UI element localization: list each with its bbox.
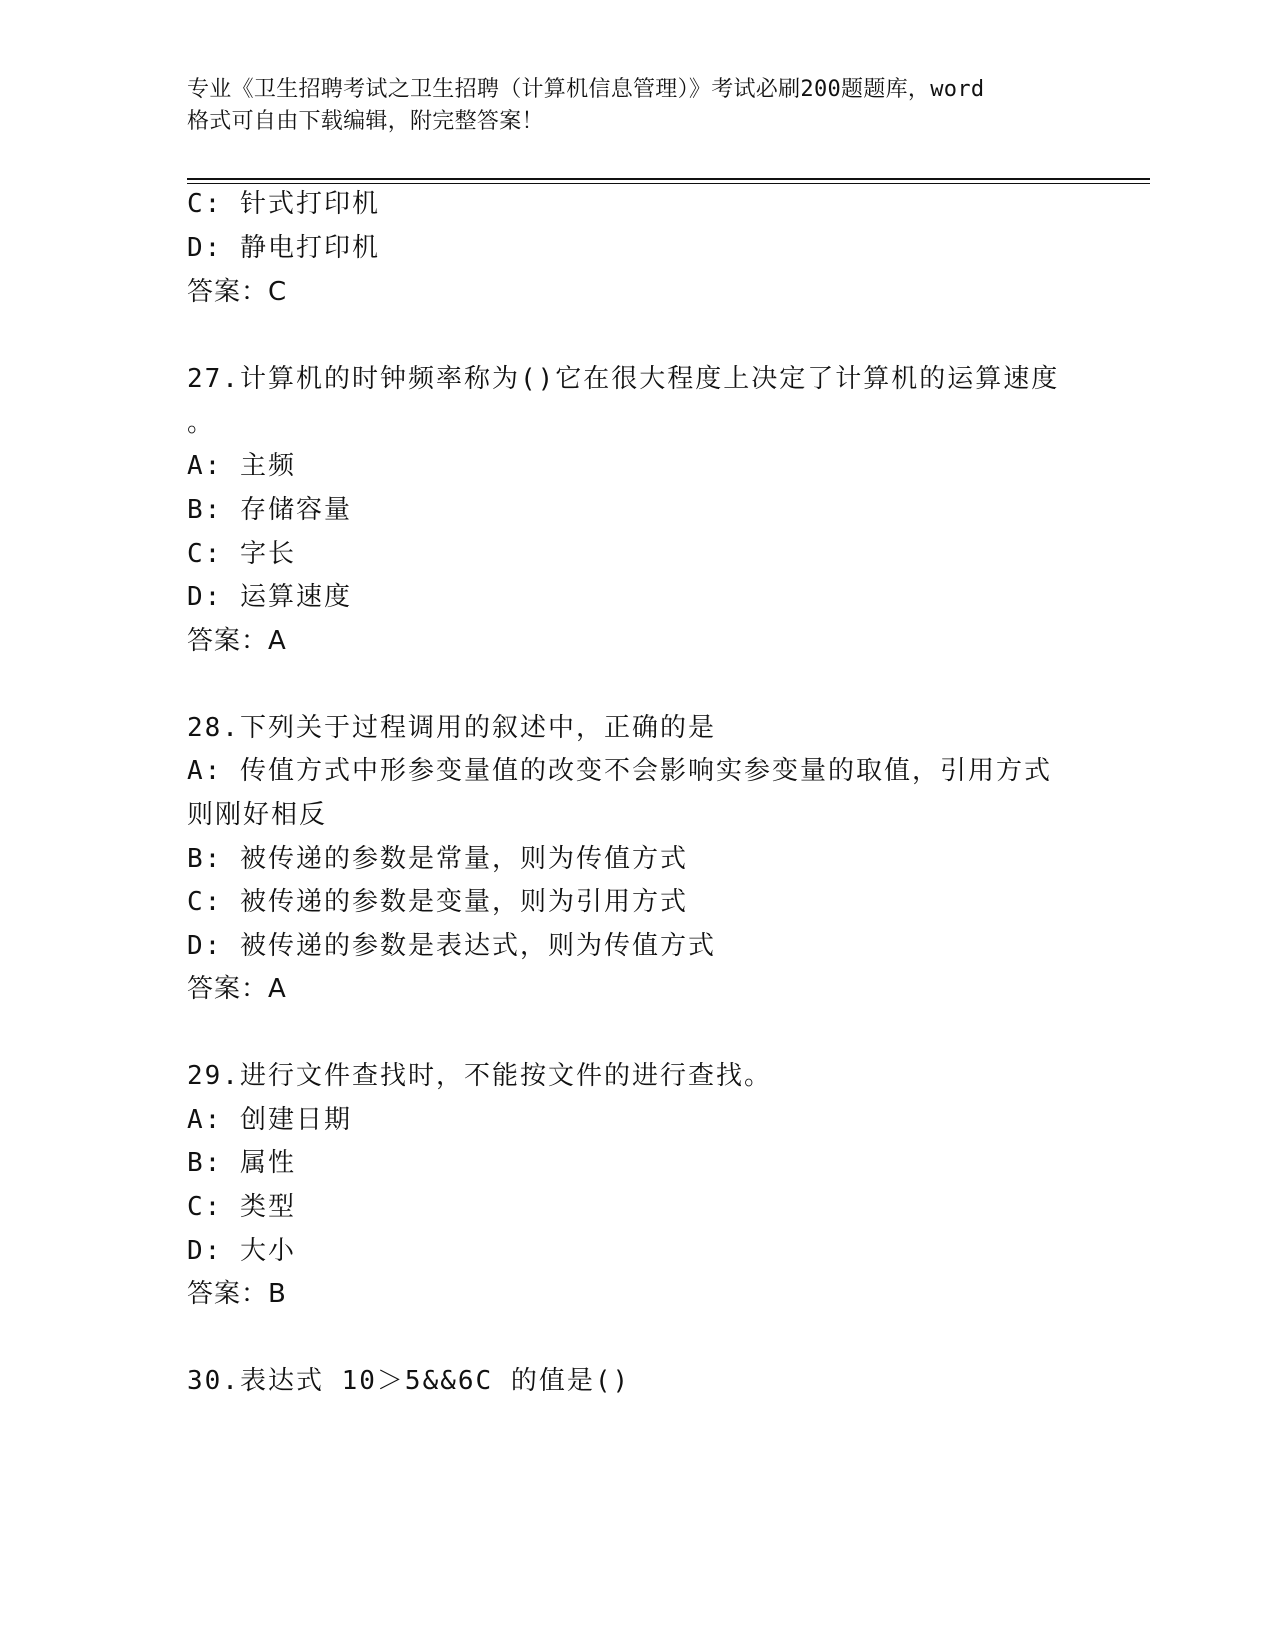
q28-option-b: B: 被传递的参数是常量，则为传值方式 [187, 844, 688, 874]
document-header [187, 74, 1097, 138]
q27-option-a: A: 主频 [187, 451, 296, 481]
header-divider-thick [187, 178, 1150, 180]
q26-option-d: D: 静电打印机 [187, 233, 380, 263]
q28-option-a-line-1: A: 传值方式中形参变量值的改变不会影响实参变量的取值，引用方式 [187, 756, 1052, 786]
header-line-1: 专业《卫生招聘考试之卫生招聘（计算机信息管理）》考试必刷200题题库，word [187, 77, 985, 102]
q29-option-a: A: 创建日期 [187, 1105, 352, 1135]
q29-option-c: C: 类型 [187, 1192, 296, 1222]
q27-option-c: C: 字长 [187, 539, 296, 569]
q29-answer: 答案：B [187, 1279, 287, 1309]
q29-option-b: B: 属性 [187, 1148, 296, 1178]
header-divider-thin [187, 183, 1150, 184]
q26-option-c: C: 针式打印机 [187, 189, 380, 219]
q27-stem-line-1: 27.计算机的时钟频率称为()它在很大程度上决定了计算机的运算速度 [187, 364, 1060, 394]
q29-stem: 29.进行文件查找时，不能按文件的进行查找。 [187, 1061, 772, 1091]
q28-option-c: C: 被传递的参数是变量，则为引用方式 [187, 887, 688, 917]
q28-answer: 答案：A [187, 974, 287, 1004]
q26-answer: 答案：C [187, 277, 288, 307]
q27-option-d: D: 运算速度 [187, 582, 352, 612]
q27-option-b: B: 存储容量 [187, 495, 352, 525]
q28-option-a-line-2: 则刚好相反 [187, 800, 328, 830]
q27-answer: 答案：A [187, 626, 287, 656]
q28-option-d: D: 被传递的参数是表达式，则为传值方式 [187, 931, 716, 961]
q27-stem-line-2: 。 [187, 408, 216, 438]
q30-stem: 30.表达式 10＞5&&6C 的值是() [187, 1366, 631, 1396]
q29-option-d: D: 大小 [187, 1236, 296, 1266]
header-line-2: 格式可自由下载编辑，附完整答案！ [187, 109, 544, 134]
q28-stem: 28.下列关于过程调用的叙述中，正确的是 [187, 713, 716, 743]
